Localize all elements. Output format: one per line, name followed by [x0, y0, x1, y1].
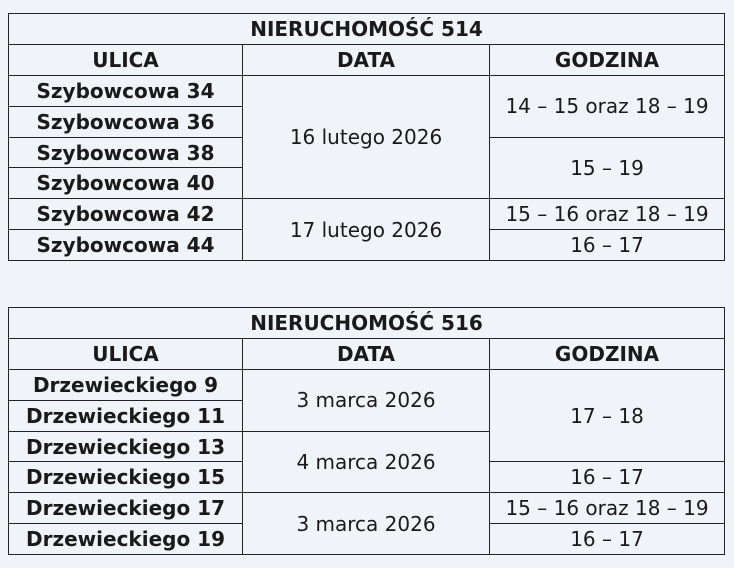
table-row: [9, 493, 725, 524]
table-row: [9, 199, 725, 230]
hours-cell: 16 – 17: [490, 524, 725, 555]
street-cell: Szybowcowa 34: [9, 75, 243, 106]
date-cell: 16 lutego 2026: [243, 75, 490, 199]
street-cell: Szybowcowa 36: [9, 106, 243, 137]
street-cell: Drzewieckiego 13: [9, 431, 243, 462]
table-title: NIERUCHOMOŚĆ 516: [9, 308, 725, 339]
hours-cell: 15 – 16 oraz 18 – 19: [490, 493, 725, 524]
street-cell: Szybowcowa 40: [9, 168, 243, 199]
header-date: DATA: [243, 44, 490, 75]
street-cell: Szybowcowa 42: [9, 199, 243, 230]
header-date: DATA: [243, 338, 490, 369]
date-cell: 4 marca 2026: [243, 431, 490, 493]
table-title-row: [9, 14, 725, 45]
hours-cell: 15 – 19: [490, 137, 725, 199]
table-row: [9, 369, 725, 400]
hours-cell: 17 – 18: [490, 369, 725, 462]
table-title: NIERUCHOMOŚĆ 514: [9, 14, 725, 45]
table-title-row: [9, 308, 725, 339]
street-cell: Drzewieckiego 17: [9, 493, 243, 524]
header-hours: GODZINA: [490, 44, 725, 75]
street-cell: Drzewieckiego 15: [9, 462, 243, 493]
street-cell: Drzewieckiego 9: [9, 369, 243, 400]
date-cell: 3 marca 2026: [243, 493, 490, 555]
street-cell: Drzewieckiego 11: [9, 400, 243, 431]
hours-cell: 15 – 16 oraz 18 – 19: [490, 199, 725, 230]
schedule-table-516: [8, 307, 725, 555]
header-street: ULICA: [9, 338, 243, 369]
header-row: [9, 338, 725, 369]
street-cell: Szybowcowa 38: [9, 137, 243, 168]
date-cell: 17 lutego 2026: [243, 199, 490, 261]
date-cell: 3 marca 2026: [243, 369, 490, 431]
table-row: [9, 75, 725, 106]
hours-cell: 14 – 15 oraz 18 – 19: [490, 75, 725, 137]
header-hours: GODZINA: [490, 338, 725, 369]
street-cell: Szybowcowa 44: [9, 230, 243, 261]
header-street: ULICA: [9, 44, 243, 75]
street-cell: Drzewieckiego 19: [9, 524, 243, 555]
schedule-table-514: [8, 13, 725, 261]
hours-cell: 16 – 17: [490, 462, 725, 493]
hours-cell: 16 – 17: [490, 230, 725, 261]
header-row: [9, 44, 725, 75]
